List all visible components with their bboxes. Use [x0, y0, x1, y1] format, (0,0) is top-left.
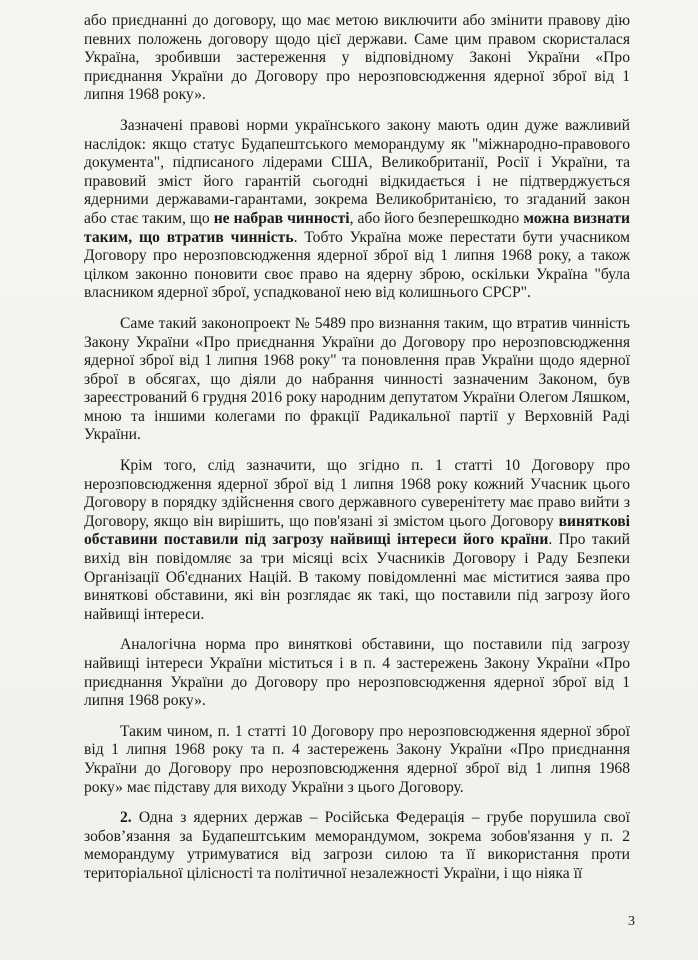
paragraph-6 [84, 723, 630, 797]
paragraph-4-bold: виняткові обставини поставили під загрозу найвищі інтереси його країни [84, 512, 630, 549]
paragraph-4 [84, 457, 630, 624]
paragraph-2 [84, 117, 630, 303]
page-number: 3 [628, 914, 635, 929]
paragraph-3-text: Саме такий законопроект № 5489 про визнання таким, що втратив чинність Закону України «Про приєднання України до Договору про нерозповсюдження ядерної зброї від 1 липня 1968 року" та поновлення прав України щодо ядерної зброї в обсягах, що діяли до набрання чинності зазначеним Законом, був зареєстрований 6 грудня 2016 року народним депутатом України Олегом Ляшком, мною та іншими колегами по фракції Радикальної партії у Верховній Раді України. [84, 314, 630, 444]
paragraph-1-text: або приєднанні до договору, що має метою виключити або змінити правову дію певних положень договору щодо цієї держави. Саме цим правом скористалася Україна, зробивши застереження у відповідному Законі України «Про приєднання України до Договору про нерозповсюдження ядерної зброї від 1 липня 1968 року». [84, 12, 630, 104]
paragraph-7-number: 2. [120, 809, 132, 827]
paragraph-3 [84, 315, 630, 445]
paragraph-2-bold-b: можна визнати таким, що втратив чинність [84, 209, 630, 246]
paragraph-2-text-b: , або його безперешкодно [349, 209, 524, 227]
paragraph-2-text-a: Зазначені правові норми українського закону мають один дуже важливий наслідок: якщо статус Будапештського меморандуму як "міжнародно-правового документа", підписаного лідерами США, Великобританії, Росії і України, та правовий зміст його гарантій сьогодні відкидається і не підтверджується ядерними державами-гарантами, зокрема Великобританією, то згаданий закон або стає таким, що [84, 116, 630, 227]
paragraph-4-text-a: Крім того, слід зазначити, що згідно п. 1 статті 10 Договору про нерозповсюдження ядерної зброї від 1 липня 1968 року кожний Учасник цього Договору в порядку здійснення свого державного суверенітету має право вийти з Договору, якщо він вирішить, що пов'язані зі змістом цього Договору [84, 457, 630, 530]
paragraph-4-text-b: . Про такий вихід він повідомляє за три місяці всіх Учасників Договору і Раду Безпеки Організації Об'єднаних Націй. В такому повідомленні має міститися заява про виняткові обставини, які він розглядає як такі, що поставили під загрозу його найвищі інтереси. [84, 531, 630, 623]
paragraph-1 [84, 12, 630, 105]
paragraph-7 [84, 809, 630, 883]
paragraph-5 [84, 636, 630, 710]
paragraph-6-text: Таким чином, п. 1 статті 10 Договору про нерозповсюдження ядерної зброї від 1 липня 1968 року та п. 4 застережень Закону України «Про приєднання України до Договору про нерозповсюдження ядерної зброї від 1 липня 1968 року» має підставу для виходу України з цього Договору. [84, 722, 630, 796]
paragraph-7-text: Одна з ядерних держав – Російська Федерація – грубе порушила свої зобов’язання за Будапештським меморандумом, зокрема зобов'язання у п. 2 меморандуму утримуватися від загрози силою та її використання проти територіальної цілісності та політичної незалежності України, і що ніяка її [84, 809, 630, 882]
paragraph-2-bold-a: не набрав чинності [213, 209, 350, 227]
paragraph-2-text-c: . Тобто Україна може перестати бути учасником Договору про нерозповсюдження ядерної зброї від 1 липня 1968 року, а також цілком законно поновити своє право на ядерну зброю, оскільки Україна "була власником ядерної зброї, успадкованої нею від колишнього СРСР". [84, 228, 630, 302]
paragraph-5-text: Аналогічна норма про виняткові обставини, що поставили під загрозу найвищі інтереси України міститься і в п. 4 застережень Закону України «Про приєднання України до Договору про нерозповсюдження ядерної зброї від 1 липня 1968 року». [84, 636, 630, 710]
document-body [84, 12, 630, 896]
